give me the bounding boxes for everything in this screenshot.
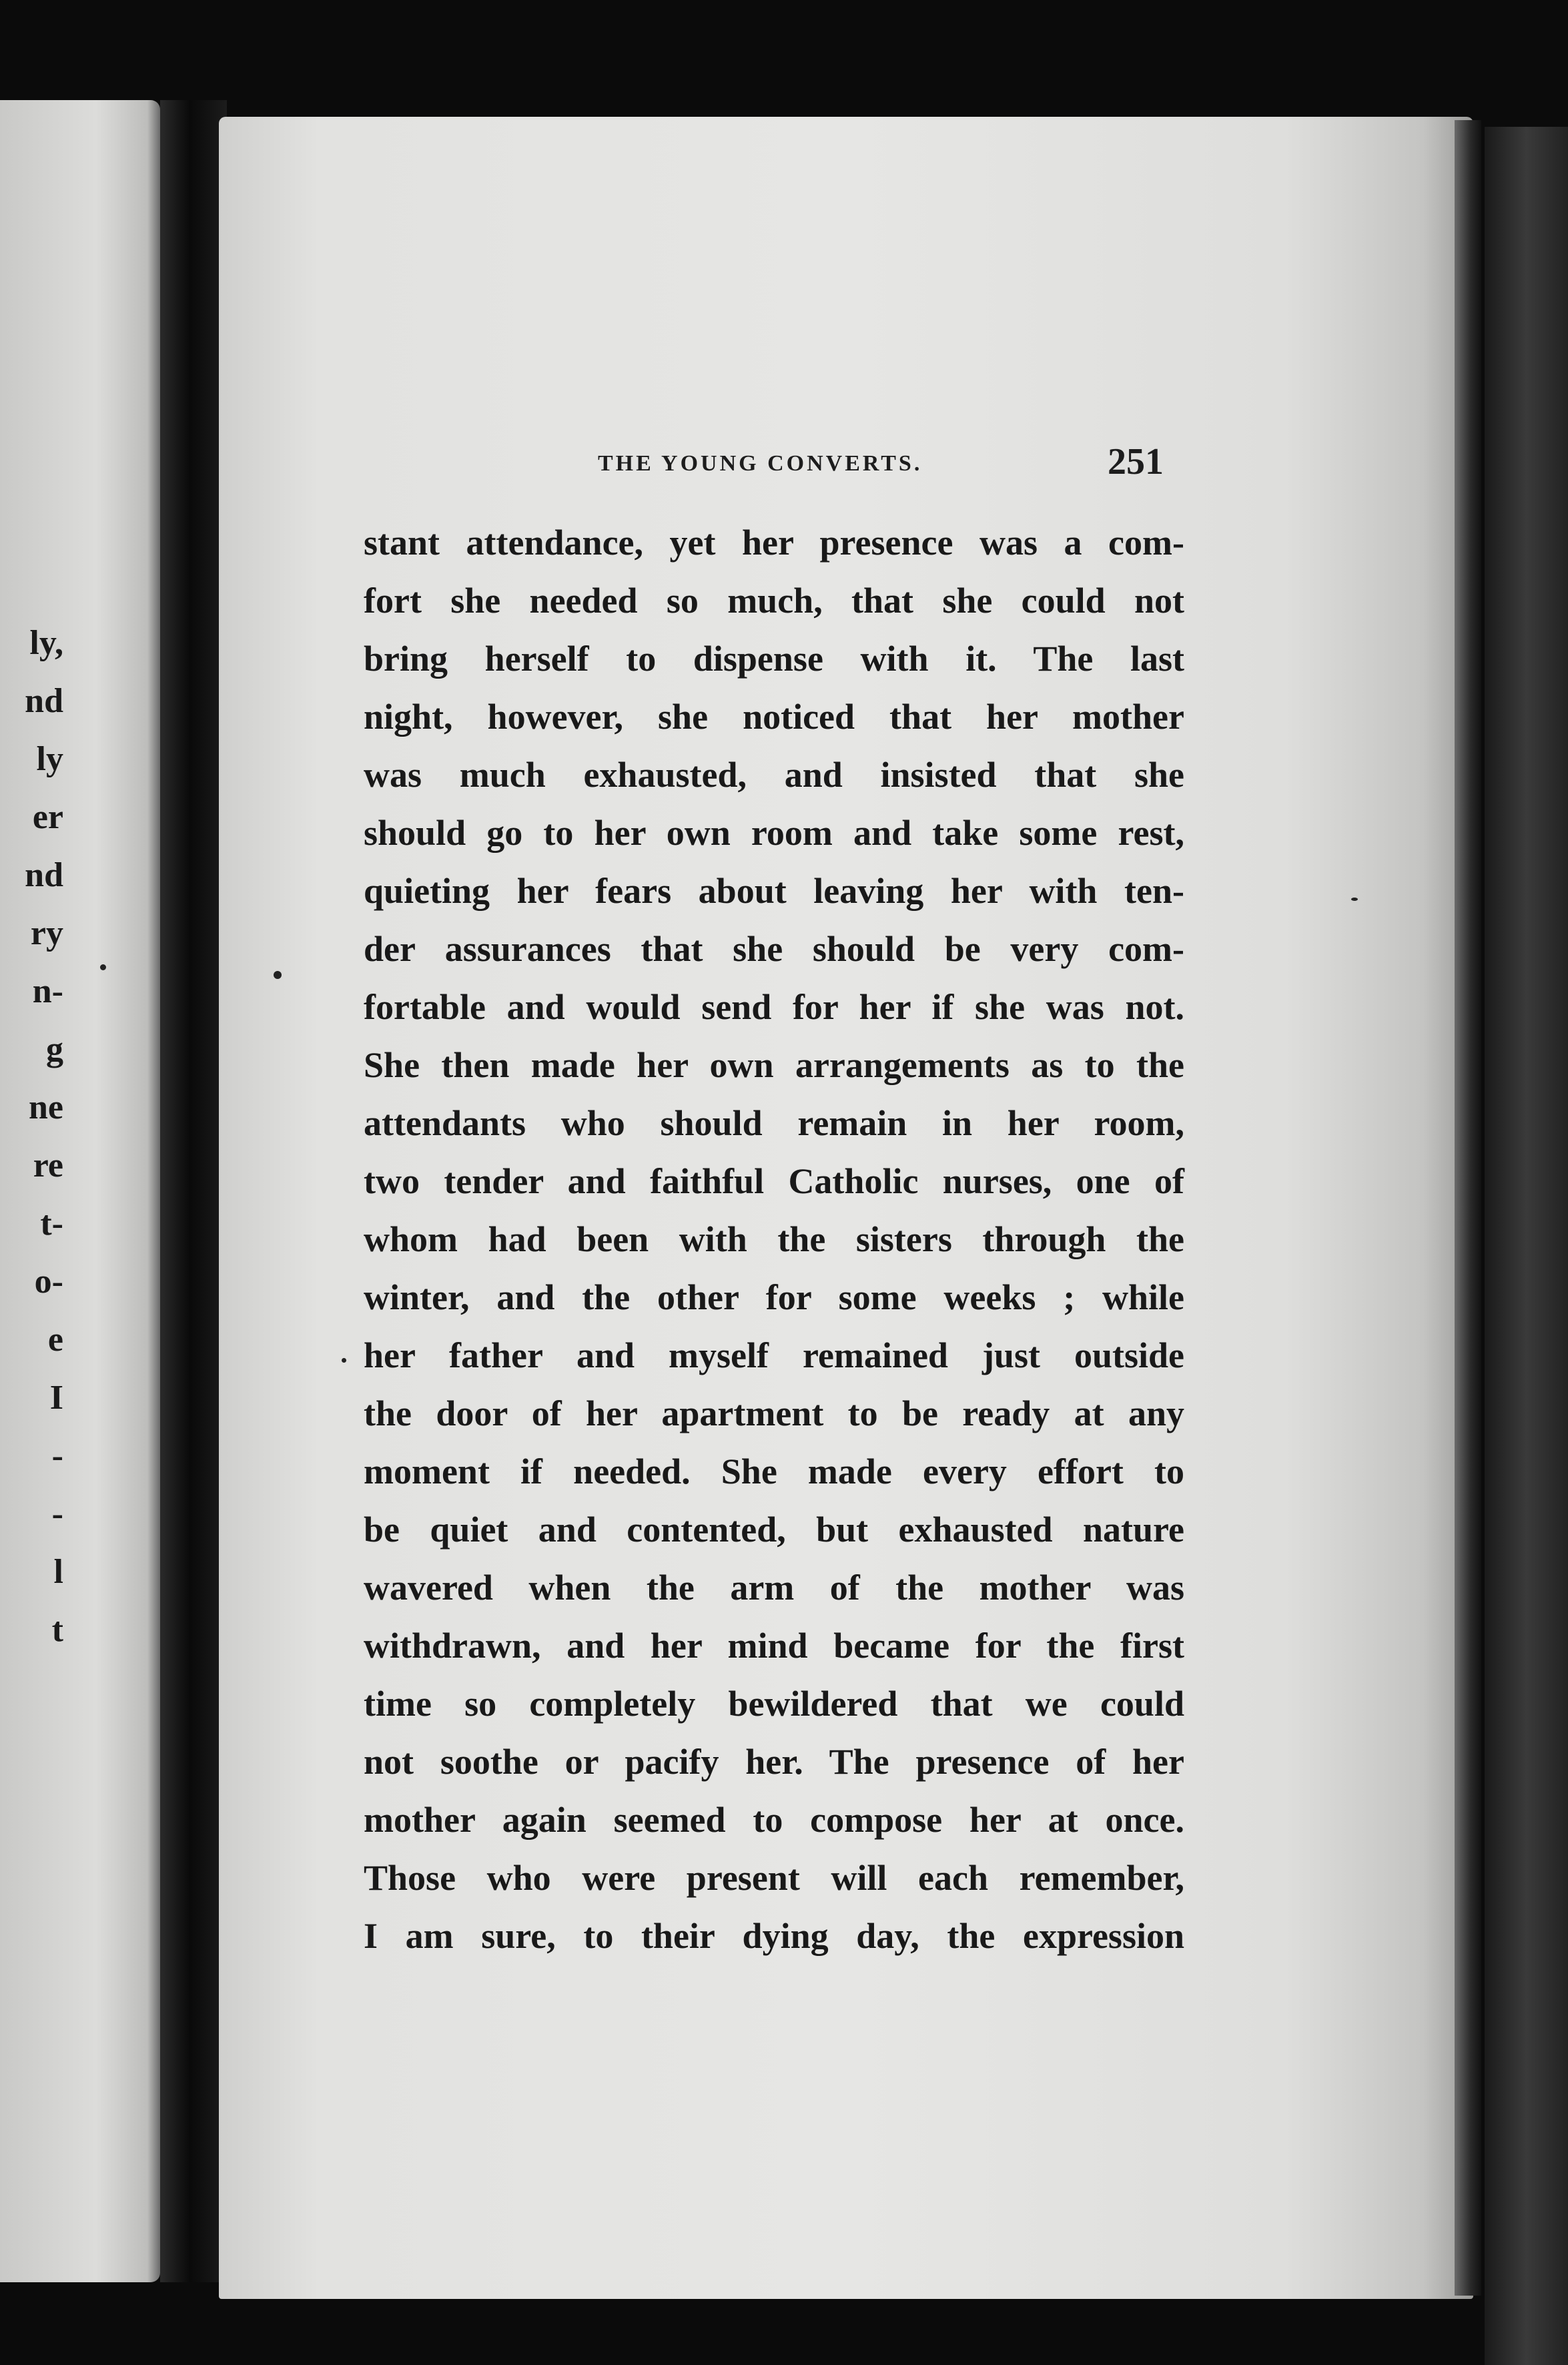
running-head: THE YOUNG CONVERTS. xyxy=(598,451,923,476)
left-fragment: t- xyxy=(40,1205,63,1243)
text-line: be quiet and contented, but exhausted nature xyxy=(364,1509,1184,1550)
left-fragment: t xyxy=(51,1611,63,1649)
text-line: I am sure, to their dying day, the expression xyxy=(364,1916,1184,1956)
text-line: attendants who should remain in her room, xyxy=(364,1103,1184,1143)
text-line: fort she needed so much, that she could not xyxy=(364,581,1184,621)
text-line: withdrawn, and her mind became for the first xyxy=(364,1626,1184,1666)
left-fragment: ly xyxy=(36,740,63,778)
text-line: fortable and would send for her if she was not. xyxy=(364,987,1184,1027)
page-number: 251 xyxy=(1108,441,1164,482)
text-line: should go to her own room and take some rest, xyxy=(364,813,1184,853)
left-fragment: n- xyxy=(32,972,63,1010)
text-line: wavered when the arm of the mother was xyxy=(364,1568,1184,1608)
left-fragment: ry xyxy=(30,914,63,952)
left-fragment: re xyxy=(33,1146,63,1185)
text-line: two tender and faithful Catholic nurses, one of xyxy=(364,1161,1184,1201)
ink-speck xyxy=(1351,898,1358,901)
text-line: the door of her apartment to be ready at any xyxy=(364,1393,1184,1433)
left-fragment: I xyxy=(49,1379,63,1417)
text-line: moment if needed. She made every effort to xyxy=(364,1451,1184,1491)
left-fragment: ly, xyxy=(29,624,63,662)
ink-speck xyxy=(274,971,282,979)
ink-speck xyxy=(342,1358,346,1363)
ink-speck xyxy=(100,964,106,970)
text-line: Those who were present will each remember, xyxy=(364,1858,1184,1898)
book-cover-edge xyxy=(1485,127,1568,2365)
left-fragment: e xyxy=(47,1321,63,1359)
text-line: stant attendance, yet her presence was a com- xyxy=(364,523,1184,563)
text-line: der assurances that she should be very com- xyxy=(364,929,1184,969)
left-fragment: - xyxy=(51,1495,63,1533)
text-line: night, however, she noticed that her mother xyxy=(364,697,1184,737)
text-line: time so completely bewildered that we could xyxy=(364,1684,1184,1724)
left-fragment: l xyxy=(53,1553,63,1591)
text-line: quieting her fears about leaving her with ten- xyxy=(364,871,1184,911)
left-fragment: g xyxy=(46,1030,63,1068)
page-header xyxy=(219,439,1473,506)
text-line: whom had been with the sisters through the xyxy=(364,1219,1184,1259)
book-gutter xyxy=(160,100,227,2282)
text-line: was much exhausted, and insisted that she xyxy=(364,755,1184,795)
left-page xyxy=(0,100,160,2282)
left-fragment: o- xyxy=(34,1263,63,1301)
text-line: She then made her own arrangements as to the xyxy=(364,1045,1184,1085)
left-fragment: - xyxy=(51,1437,63,1475)
left-fragment: er xyxy=(32,798,63,836)
left-page-text xyxy=(0,614,63,1659)
text-line: winter, and the other for some weeks ; while xyxy=(364,1277,1184,1317)
body-text xyxy=(364,514,1184,1965)
text-line: bring herself to dispense with it. The last xyxy=(364,639,1184,679)
text-line: not soothe or pacify her. The presence of her xyxy=(364,1742,1184,1782)
text-line: mother again seemed to compose her at once. xyxy=(364,1800,1184,1840)
text-line: her father and myself remained just outside xyxy=(364,1335,1184,1375)
left-fragment: ne xyxy=(29,1088,63,1126)
left-fragment: nd xyxy=(25,856,63,894)
left-fragment: nd xyxy=(25,682,63,720)
